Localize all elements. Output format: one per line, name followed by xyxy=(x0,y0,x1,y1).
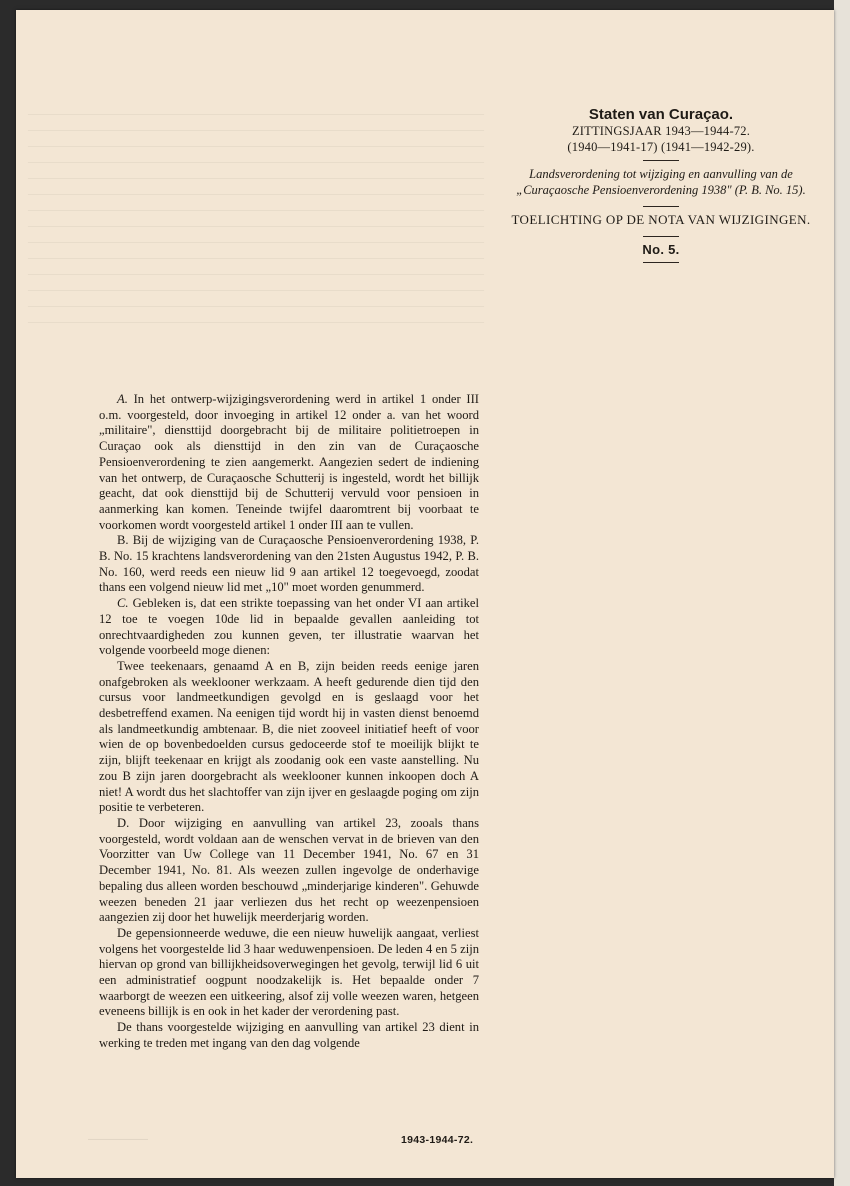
paragraph-example xyxy=(99,659,479,816)
document-number: No. 5. xyxy=(642,242,680,257)
divider xyxy=(643,236,679,237)
paragraph-lead: A. xyxy=(117,392,128,406)
assembly-title: Staten van Curaçao. xyxy=(588,106,734,123)
document-body xyxy=(99,392,479,1052)
paragraph-text: Gebleken is, dat een strikte toepassing van het onder VI aan artikel 12 toe te voegen 10de lid in bepaalde gevallen aanleiding tot onrechtvaardigheden zou kunnen geven, ter illustratie waarvan het volgende voorbeeld moge dienen: xyxy=(99,596,479,658)
ordinance-subject: Landsverordening tot wijziging en aanvulling van de „Curaçaosche Pensioenverordening 1938" (P. B. No. 15). xyxy=(516,167,806,197)
paragraph-b xyxy=(99,533,479,596)
divider xyxy=(643,262,679,263)
paragraph-text: Bij de wijziging van de Curaçaosche Pensioenverordening 1938, P. B. No. 15 krachtens landsverordening van den 21sten Augustus 1942, P. B. No. 160, werd reeds een nieuw lid 9 aan artikel 12 toegevoegd, zoodat thans een volgend nieuw lid met „10" moet worden genummerd. xyxy=(99,533,479,595)
paragraph-a xyxy=(99,392,479,533)
paragraph-lead: B. xyxy=(117,533,129,548)
divider xyxy=(643,206,679,207)
paragraph-widow xyxy=(99,926,479,1020)
session-year: ZITTINGSJAAR 1943—1944-72. xyxy=(571,124,751,138)
paragraph-d xyxy=(99,816,479,926)
bleed-through-text: —————————————————————————————————————— —————————————————————————————————————— —————————————————————————————————————— —————————————————————————————————————— —————————————————————————————————————— —————————————————————————————————————— —————————————————————————————————————— —————————————————————————————————————— —————————————————————————————————————— —————————————————————————————————————— —————————————————————————————————————— —————————————————————————————————————— —————————————————————————————————————— —————————————————————————————————————— xyxy=(28,106,484,328)
paragraph-text: In het ontwerp-wijzigingsverordening werd in artikel 1 onder III o.m. voorgesteld, door invoeging in artikel 12 onder a. van het woord „militaire", diensttijd doorgebracht bij de militaire politietroepen in Curaçao ook als diensttijd in den zin van de Curaçaosche Pensioenverordening te zien aangemerkt. Aangezien sedert de indiening van het ontwerp, de Curaçaosche Schutterij is ingesteld, wordt het billijk geacht, dat ook diensttijd bij de Schutterij vervuld voor pensioen in aanmerking kan komen. Teneinde twijfel daaromtrent bij voorbaat te voorkomen wordt voorgesteld artikel 1 onder III aan te vullen. xyxy=(99,392,479,532)
paragraph-text: De gepensionneerde weduwe, die een nieuw huwelijk aangaat, verliest volgens het voorgestelde lid 3 haar weduwenpensioen. De leden 4 en 5 zijn hiervan op grond van billijkheidsoverwegingen het gevolg, terwijl lid 6 uit een administratief oogpunt noodzakelijk is. Het bepaalde onder 7 waarborgt de weezen een uitkeering, alsof zij volle weezen waren, hetgeen eveneens billijk is en ook in het kader der verordening past. xyxy=(99,925,479,1019)
document-type: TOELICHTING OP DE NOTA VAN WIJZIGINGEN. xyxy=(511,212,811,227)
paragraph-text: Door wijziging en aanvulling van artikel 23, zooals thans voorgesteld, wordt voldaan aan de wenschen vervat in de brieven van den Voorzitter van Uw College van 11 December 1941, No. 67 en 31 December 1941, No. 81. Als weezen zullen ingevolge de onderhavige bepaling dus alleen worden beschouwd „minderjarige kinderen". Gehuwde weezen beneden 21 jaar verliezen dus het recht op weezenpensioen aangezien zij door het huwelijk meerderjarig worden. xyxy=(99,815,479,925)
document-header xyxy=(506,105,816,268)
paragraph-lead: C. xyxy=(117,596,129,611)
paragraph-text: De thans voorgestelde wijziging en aanvulling van artikel 23 dient in werking te treden met ingang van den dag volgende xyxy=(99,1020,479,1050)
document-page xyxy=(16,10,834,1178)
divider xyxy=(643,160,679,161)
paragraph-lead: D. xyxy=(117,815,130,830)
background-strip xyxy=(834,0,850,1186)
page-code: 1943-1944-72. xyxy=(401,1134,474,1146)
paragraph-text: Twee teekenaars, genaamd A en B, zijn beiden reeds eenige jaren onafgebroken als weeklooner werkzaam. A heeft gedurende dien tijd den cursus voor landmeetkundigen gevolgd en is geslaagd voor het desbetreffend examen. Na eenigen tijd wordt hij in vasten dienst benoemd als landmeetkundig ambtenaar. B, die niet zooveel initiatief heeft of voor wien de op bovenbedoelden cursus gedoceerde stof te moeilijk blijkt te zijn, blijft teekenaar en krijgt als zoodanig ook een vaste aanstelling. Nu zou B zijn jaren doorgebracht als weeklooner kunnen inkoopen doch A niet! A wordt dus het slachtoffer van zijn ijver en geslaagde poging om zijn positie te verbeteren. xyxy=(99,658,479,815)
paragraph-effective xyxy=(99,1020,479,1051)
paragraph-c xyxy=(99,596,479,659)
session-numbers: (1940—1941-17) (1941—1942-29). xyxy=(567,140,755,154)
bleed-through-footer: —————— xyxy=(88,1134,148,1145)
